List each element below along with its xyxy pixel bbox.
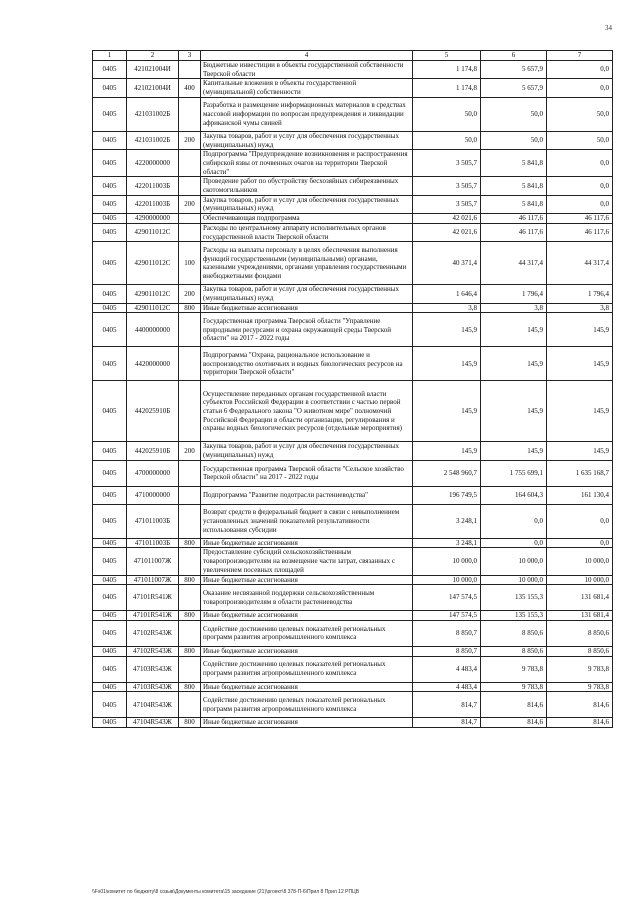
amount-year2-cell: 0,0: [481, 538, 547, 548]
section-code-cell: 0405: [93, 585, 127, 611]
table-row: [93, 575, 613, 585]
amount-year2-cell: 135 155,3: [481, 611, 547, 621]
expense-type-cell: 200: [179, 195, 201, 213]
expense-type-cell: [179, 223, 201, 241]
target-article-cell: 4220000000: [127, 150, 179, 177]
amount-year1-cell: 145,9: [413, 442, 481, 460]
section-code-cell: 0405: [93, 131, 127, 149]
target-article-cell: 422011003Б: [127, 195, 179, 213]
section-code-cell: 0405: [93, 646, 127, 656]
amount-year3-cell: 145,9: [547, 442, 613, 460]
amount-year3-cell: 1 796,4: [547, 285, 613, 303]
table-row: [93, 214, 613, 224]
amount-year2-cell: 814,6: [481, 718, 547, 728]
amount-year2-cell: 9 783,8: [481, 656, 547, 682]
section-code-cell: 0405: [93, 656, 127, 682]
target-article-cell: 429011012С: [127, 303, 179, 313]
amount-year1-cell: 2 548 960,7: [413, 460, 481, 486]
expense-type-cell: [179, 620, 201, 646]
amount-year1-cell: 1 646,4: [413, 285, 481, 303]
section-code-cell: 0405: [93, 504, 127, 538]
target-article-cell: 47104R543Ж: [127, 692, 179, 718]
description-cell: Иные бюджетные ассигнования: [201, 611, 413, 621]
section-code-cell: 0405: [93, 97, 127, 131]
amount-year3-cell: 0,0: [547, 150, 613, 177]
description-cell: Иные бюджетные ассигнования: [201, 718, 413, 728]
description-cell: Закупка товаров, работ и услуг для обеспечения государственных (муниципальных) нужд: [201, 285, 413, 303]
target-article-cell: 421021004И: [127, 61, 179, 79]
target-article-cell: 471011003Б: [127, 538, 179, 548]
description-cell: Содействие достижению целевых показателей региональных программ развития агропромышленного комплекса: [201, 620, 413, 646]
table-row: [93, 442, 613, 460]
description-cell: Предоставление субсидий сельскохозяйственным товаропроизводителям на возмещение части затрат, связанных с увеличением посевных площадей: [201, 548, 413, 575]
amount-year3-cell: 10 000,0: [547, 575, 613, 585]
amount-year3-cell: 44 317,4: [547, 242, 613, 285]
amount-year3-cell: 161 130,4: [547, 486, 613, 504]
expense-type-cell: 800: [179, 538, 201, 548]
amount-year1-cell: 4 483,4: [413, 656, 481, 682]
section-code-cell: 0405: [93, 79, 127, 97]
expense-type-cell: [179, 585, 201, 611]
description-cell: Возврат средств в федеральный бюджет в связи с невыполнением установленных значений показателей результативности использования субсидии: [201, 504, 413, 538]
amount-year3-cell: 50,0: [547, 97, 613, 131]
amount-year1-cell: 42 021,6: [413, 223, 481, 241]
section-code-cell: 0405: [93, 381, 127, 442]
amount-year2-cell: 3,8: [481, 303, 547, 313]
expense-type-cell: [179, 548, 201, 575]
amount-year2-cell: 50,0: [481, 97, 547, 131]
description-cell: Закупка товаров, работ и услуг для обеспечения государственных (муниципальных) нужд: [201, 131, 413, 149]
table-row: [93, 504, 613, 538]
section-code-cell: 0405: [93, 486, 127, 504]
target-article-cell: 421021004И: [127, 79, 179, 97]
table-row: [93, 131, 613, 149]
amount-year1-cell: 3 248,1: [413, 538, 481, 548]
table-row: [93, 460, 613, 486]
expense-type-cell: [179, 150, 201, 177]
amount-year2-cell: 145,9: [481, 347, 547, 381]
page-number: 34: [605, 24, 612, 32]
amount-year2-cell: 8 850,6: [481, 620, 547, 646]
table-row: [93, 585, 613, 611]
amount-year1-cell: 814,7: [413, 692, 481, 718]
amount-year1-cell: 196 749,5: [413, 486, 481, 504]
amount-year1-cell: 814,7: [413, 718, 481, 728]
expense-type-cell: 800: [179, 575, 201, 585]
amount-year1-cell: 42 021,6: [413, 214, 481, 224]
target-article-cell: 47103R543Ж: [127, 682, 179, 692]
amount-year3-cell: 0,0: [547, 504, 613, 538]
amount-year2-cell: 145,9: [481, 381, 547, 442]
table-row: [93, 620, 613, 646]
target-article-cell: 4420000000: [127, 347, 179, 381]
amount-year3-cell: 145,9: [547, 313, 613, 347]
description-cell: Проведение работ по обустройству бесхозяйных сибиреязвенных скотомогильников: [201, 177, 413, 195]
target-article-cell: 471011007Ж: [127, 575, 179, 585]
budget-table: [92, 50, 613, 728]
table-row: [93, 486, 613, 504]
header-cell: 2: [127, 51, 179, 61]
amount-year2-cell: 5 657,9: [481, 79, 547, 97]
section-code-cell: 0405: [93, 692, 127, 718]
target-article-cell: 47101R541Ж: [127, 585, 179, 611]
expense-type-cell: [179, 97, 201, 131]
amount-year3-cell: 131 681,4: [547, 585, 613, 611]
table-row: [93, 285, 613, 303]
amount-year1-cell: 3,8: [413, 303, 481, 313]
header-cell: 4: [201, 51, 413, 61]
table-row: [93, 242, 613, 285]
amount-year2-cell: 46 117,6: [481, 214, 547, 224]
description-cell: Государственная программа Тверской области "Управление природными ресурсами и охрана окружающей среды Тверской области" на 2017 - 2022 годы: [201, 313, 413, 347]
description-cell: Обеспечивающая подпрограмма: [201, 214, 413, 224]
table-row: [93, 303, 613, 313]
amount-year1-cell: 3 505,7: [413, 195, 481, 213]
amount-year1-cell: 1 174,8: [413, 79, 481, 97]
section-code-cell: 0405: [93, 347, 127, 381]
table-row: [93, 538, 613, 548]
target-article-cell: 471011007Ж: [127, 548, 179, 575]
section-code-cell: 0405: [93, 177, 127, 195]
expense-type-cell: [179, 177, 201, 195]
expense-type-cell: [179, 504, 201, 538]
amount-year2-cell: 10 000,0: [481, 575, 547, 585]
target-article-cell: 422011003Б: [127, 177, 179, 195]
target-article-cell: 47103R543Ж: [127, 656, 179, 682]
amount-year2-cell: 10 000,0: [481, 548, 547, 575]
amount-year3-cell: 50,0: [547, 131, 613, 149]
amount-year2-cell: 9 783,8: [481, 682, 547, 692]
description-cell: Закупка товаров, работ и услуг для обеспечения государственных (муниципальных) нужд: [201, 442, 413, 460]
section-code-cell: 0405: [93, 548, 127, 575]
amount-year3-cell: 1 635 168,7: [547, 460, 613, 486]
amount-year2-cell: 5 841,8: [481, 150, 547, 177]
target-article-cell: 429011012С: [127, 285, 179, 303]
amount-year2-cell: 5 657,9: [481, 61, 547, 79]
amount-year2-cell: 1 755 699,1: [481, 460, 547, 486]
amount-year1-cell: 147 574,5: [413, 611, 481, 621]
target-article-cell: 47104R543Ж: [127, 718, 179, 728]
section-code-cell: 0405: [93, 611, 127, 621]
description-cell: Закупка товаров, работ и услуг для обеспечения государственных (муниципальных) нужд: [201, 195, 413, 213]
amount-year1-cell: 10 000,0: [413, 575, 481, 585]
amount-year1-cell: 3 505,7: [413, 177, 481, 195]
table-row: [93, 611, 613, 621]
table-row: [93, 195, 613, 213]
table-row: [93, 682, 613, 692]
amount-year2-cell: 1 796,4: [481, 285, 547, 303]
section-code-cell: 0405: [93, 303, 127, 313]
expense-type-cell: 400: [179, 79, 201, 97]
target-article-cell: 442025910Б: [127, 442, 179, 460]
section-code-cell: 0405: [93, 682, 127, 692]
target-article-cell: 471011003Б: [127, 504, 179, 538]
description-cell: Иные бюджетные ассигнования: [201, 646, 413, 656]
expense-type-cell: 200: [179, 285, 201, 303]
table-row: [93, 718, 613, 728]
amount-year1-cell: 50,0: [413, 97, 481, 131]
table-row: [93, 347, 613, 381]
section-code-cell: 0405: [93, 460, 127, 486]
section-code-cell: 0405: [93, 150, 127, 177]
amount-year2-cell: 145,9: [481, 313, 547, 347]
expense-type-cell: [179, 347, 201, 381]
amount-year3-cell: 0,0: [547, 177, 613, 195]
table-row: [93, 79, 613, 97]
amount-year1-cell: 4 483,4: [413, 682, 481, 692]
amount-year3-cell: 145,9: [547, 347, 613, 381]
amount-year1-cell: 10 000,0: [413, 548, 481, 575]
expense-type-cell: 100: [179, 242, 201, 285]
header-cell: 3: [179, 51, 201, 61]
target-article-cell: 4290000000: [127, 214, 179, 224]
section-code-cell: 0405: [93, 61, 127, 79]
amount-year2-cell: 145,9: [481, 442, 547, 460]
header-cell: 5: [413, 51, 481, 61]
description-cell: Капитальные вложения в объекты государственной (муниципальной) собственности: [201, 79, 413, 97]
amount-year2-cell: 814,6: [481, 692, 547, 718]
expense-type-cell: 200: [179, 131, 201, 149]
amount-year2-cell: 164 604,3: [481, 486, 547, 504]
expense-type-cell: 800: [179, 611, 201, 621]
description-cell: Государственная программа Тверской области "Сельское хозяйство Тверской области" на 2017 - 2022 годы: [201, 460, 413, 486]
target-article-cell: 421031002Б: [127, 97, 179, 131]
amount-year2-cell: 46 117,6: [481, 223, 547, 241]
target-article-cell: 47102R543Ж: [127, 620, 179, 646]
amount-year3-cell: 0,0: [547, 195, 613, 213]
description-cell: Подпрограмма "Развитие подотрасли растениеводства": [201, 486, 413, 504]
table-row: [93, 381, 613, 442]
file-path-footer: \\Fs01\комитет по бюджету\8 созыв\Документы комитета\15 заседание (21)\proект\8 378-П-6\Прил 8 Прил 12 РПЦВ: [92, 889, 360, 895]
amount-year1-cell: 3 248,1: [413, 504, 481, 538]
section-code-cell: 0405: [93, 442, 127, 460]
description-cell: Содействие достижению целевых показателей региональных программ развития агропромышленного комплекса: [201, 692, 413, 718]
amount-year1-cell: 50,0: [413, 131, 481, 149]
section-code-cell: 0405: [93, 575, 127, 585]
amount-year1-cell: 145,9: [413, 381, 481, 442]
expense-type-cell: [179, 656, 201, 682]
section-code-cell: 0405: [93, 538, 127, 548]
target-article-cell: 4710000000: [127, 486, 179, 504]
description-cell: Содействие достижению целевых показателей региональных программ развития агропромышленного комплекса: [201, 656, 413, 682]
section-code-cell: 0405: [93, 313, 127, 347]
expense-type-cell: [179, 381, 201, 442]
section-code-cell: 0405: [93, 718, 127, 728]
description-cell: Иные бюджетные ассигнования: [201, 575, 413, 585]
amount-year2-cell: 8 850,6: [481, 646, 547, 656]
table-row: [93, 177, 613, 195]
amount-year1-cell: 8 850,7: [413, 620, 481, 646]
amount-year3-cell: 3,8: [547, 303, 613, 313]
header-cell: 7: [547, 51, 613, 61]
expense-type-cell: 200: [179, 442, 201, 460]
amount-year2-cell: 50,0: [481, 131, 547, 149]
table-row: [93, 97, 613, 131]
table-row: [93, 61, 613, 79]
table-row: [93, 692, 613, 718]
amount-year3-cell: 8 850,6: [547, 646, 613, 656]
table-row: [93, 313, 613, 347]
description-cell: Разработка и размещение информационных материалов в средствах массовой информации по вопросам предупреждения и ликвидации африканской чумы свиней: [201, 97, 413, 131]
amount-year1-cell: 3 505,7: [413, 150, 481, 177]
target-article-cell: 4400000000: [127, 313, 179, 347]
amount-year1-cell: 145,9: [413, 313, 481, 347]
expense-type-cell: 800: [179, 303, 201, 313]
description-cell: Иные бюджетные ассигнования: [201, 538, 413, 548]
expense-type-cell: 800: [179, 682, 201, 692]
amount-year3-cell: 0,0: [547, 61, 613, 79]
section-code-cell: 0405: [93, 195, 127, 213]
target-article-cell: 429011012С: [127, 223, 179, 241]
amount-year3-cell: 0,0: [547, 79, 613, 97]
expense-type-cell: [179, 692, 201, 718]
expense-type-cell: [179, 460, 201, 486]
table-row: [93, 150, 613, 177]
amount-year3-cell: 814,6: [547, 692, 613, 718]
section-code-cell: 0405: [93, 223, 127, 241]
amount-year2-cell: 135 155,3: [481, 585, 547, 611]
description-cell: Иные бюджетные ассигнования: [201, 682, 413, 692]
description-cell: Расходы на выплаты персоналу в целях обеспечения выполнения функций государственными (муниципальными) органами, казенными учреждениями, органами управления государственными внебюджетными фондами: [201, 242, 413, 285]
description-cell: Оказание несвязанной поддержки сельскохозяйственным товаропроизводителям в области растениеводства: [201, 585, 413, 611]
table-row: [93, 548, 613, 575]
expense-type-cell: [179, 214, 201, 224]
expense-type-cell: 800: [179, 718, 201, 728]
table-row: [93, 223, 613, 241]
target-article-cell: 429011012С: [127, 242, 179, 285]
amount-year3-cell: 9 783,8: [547, 682, 613, 692]
amount-year2-cell: 44 317,4: [481, 242, 547, 285]
description-cell: Расходы по центральному аппарату исполнительных органов государственной власти Тверской области: [201, 223, 413, 241]
amount-year3-cell: 131 681,4: [547, 611, 613, 621]
amount-year2-cell: 5 841,8: [481, 177, 547, 195]
amount-year3-cell: 46 117,6: [547, 223, 613, 241]
table-row: [93, 656, 613, 682]
table-header-row: [93, 51, 613, 61]
target-article-cell: 4700000000: [127, 460, 179, 486]
table-row: [93, 646, 613, 656]
section-code-cell: 0405: [93, 620, 127, 646]
amount-year3-cell: 10 000,0: [547, 548, 613, 575]
expense-type-cell: [179, 486, 201, 504]
target-article-cell: 421031002Б: [127, 131, 179, 149]
amount-year3-cell: 0,0: [547, 538, 613, 548]
amount-year3-cell: 145,9: [547, 381, 613, 442]
target-article-cell: 442025910Б: [127, 381, 179, 442]
amount-year1-cell: 40 371,4: [413, 242, 481, 285]
amount-year1-cell: 147 574,5: [413, 585, 481, 611]
amount-year3-cell: 814,6: [547, 718, 613, 728]
amount-year3-cell: 8 850,6: [547, 620, 613, 646]
description-cell: Осуществление переданных органам государственной власти субъектов Российской Федерации в соответствии с частью первой статьи 6 Федерального закона "О животном мире" полномочий Российской Федерации в области организации, регулирования и охраны водных биологических ресурсов (отдельные мероприятия): [201, 381, 413, 442]
amount-year1-cell: 1 174,8: [413, 61, 481, 79]
section-code-cell: 0405: [93, 242, 127, 285]
target-article-cell: 47102R543Ж: [127, 646, 179, 656]
expense-type-cell: [179, 61, 201, 79]
amount-year2-cell: 0,0: [481, 504, 547, 538]
description-cell: Бюджетные инвестиции в объекты государственной собственности Тверской области: [201, 61, 413, 79]
target-article-cell: 47101R541Ж: [127, 611, 179, 621]
description-cell: Иные бюджетные ассигнования: [201, 303, 413, 313]
section-code-cell: 0405: [93, 214, 127, 224]
section-code-cell: 0405: [93, 285, 127, 303]
amount-year1-cell: 145,9: [413, 347, 481, 381]
description-cell: Подпрограмма "Охрана, рациональное использование и воспроизводство охотничьих и водных биологических ресурсов на территории Тверской области": [201, 347, 413, 381]
expense-type-cell: 800: [179, 646, 201, 656]
amount-year3-cell: 46 117,6: [547, 214, 613, 224]
amount-year1-cell: 8 850,7: [413, 646, 481, 656]
header-cell: 1: [93, 51, 127, 61]
amount-year3-cell: 9 783,8: [547, 656, 613, 682]
header-cell: 6: [481, 51, 547, 61]
amount-year2-cell: 5 841,8: [481, 195, 547, 213]
expense-type-cell: [179, 313, 201, 347]
description-cell: Подпрограмма "Предупреждение возникновения и распространения сибирской язвы от почвенных очагов на территории Тверской области": [201, 150, 413, 177]
